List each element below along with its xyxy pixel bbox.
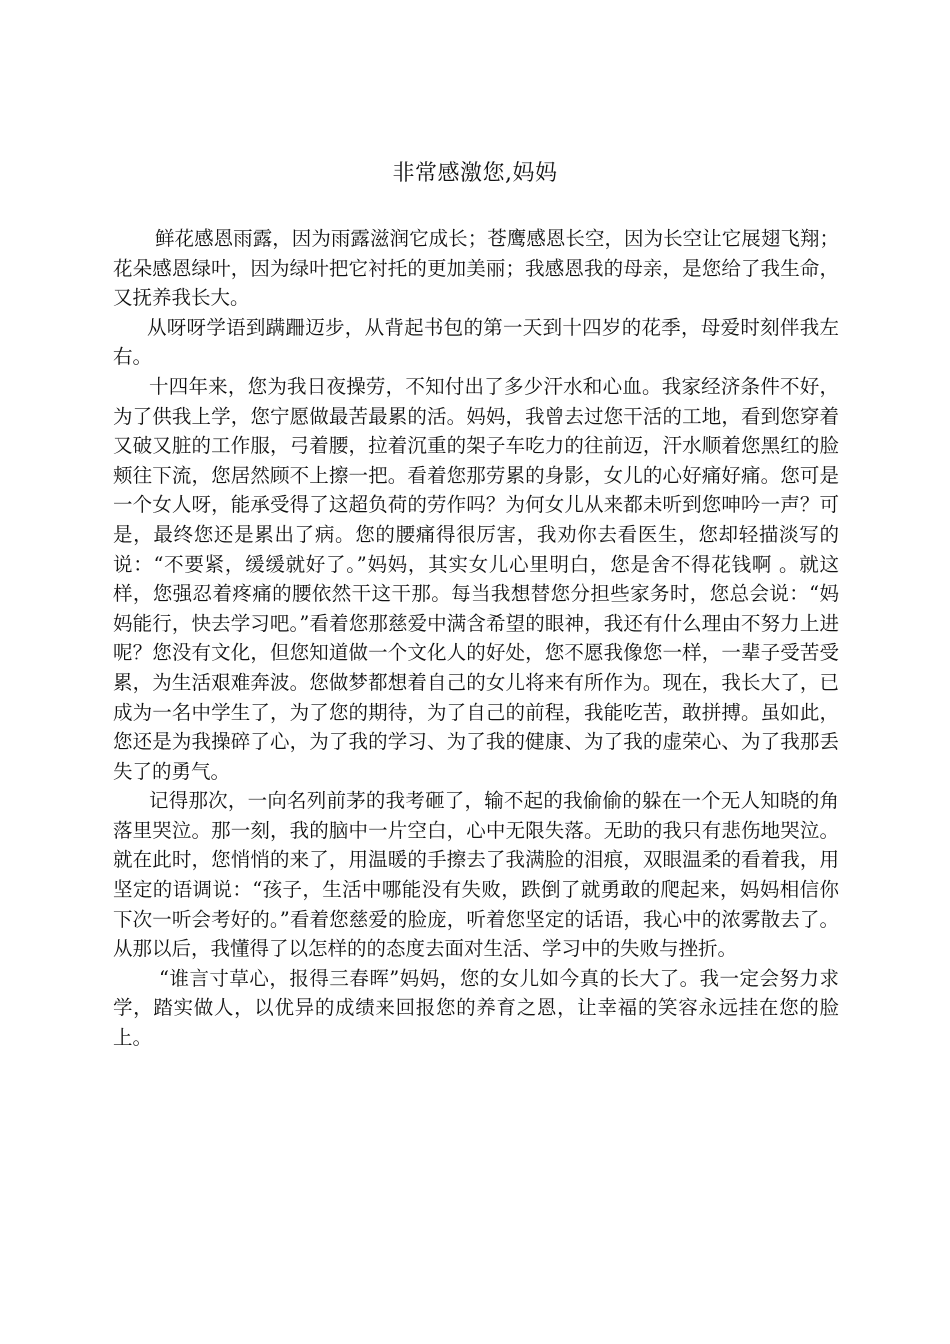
paragraph-4: 记得那次，一向名列前茅的我考砸了，输不起的我偷偷的躲在一个无人知晓的角落里哭泣。那一刻，我的脑中一片空白，心中无限失落。无助的我只有悲伤地哭泣。就在此时，您悄悄的来了，用温暖的手擦去了我满脸的泪痕，双眼温柔的看着我，用坚定的语调说：“孩子，生活中哪能没有失败，跌倒了就勇敢的爬起来，妈妈相信你下次一听会考好的。”看着您慈爱的脸庞，听着您坚定的话语，我心中的浓雾散去了。从那以后，我懂得了以怎样的的态度去面对生活、学习中的失败与挫折。 (113, 789, 839, 961)
paragraph-2: 从呀呀学语到蹒跚迈步，从背起书包的第一天到十四岁的花季，母爱时刻伴我左右。 (113, 315, 839, 369)
paragraph-5: “谁言寸草心，报得三春晖”妈妈，您的女儿如今真的长大了。我一定会努力求学，踏实做人，以优异的成绩来回报您的养育之恩，让幸福的笑容永远挂在您的脸上。 (113, 966, 839, 1050)
paragraph-3: 十四年来，您为我日夜操劳，不知付出了多少汗水和心血。我家经济条件不好，为了供我上学，您宁愿做最苦最累的活。妈妈，我曾去过您干活的工地，看到您穿着又破又脏的工作服，弓着腰，拉着沉重的架子车吃力的往前迈，汗水顺着您黑红的脸颊往下流，您居然顾不上擦一把。看着您那劳累的身影，女儿的心好痛好痛。您可是一个女人呀，能承受得了这超负荷的劳作吗？为何女儿从来都未听到您呻吟一声？可是，最终您还是累出了病。您的腰痛得很厉害，我劝你去看医生，您却轻描淡写的说：“不要紧，缓缓就好了。”妈妈，其实女儿心里明白，您是舍不得花钱啊 。就这样，您强忍着疼痛的腰依然干这干那。每当我想替您分担些家务时，您总会说：“妈妈能行，快去学习吧。”看着您那慈爱中满含希望的眼神，我还有什么理由不努力上进呢？您没有文化，但您知道做一个文化人的好处，您不愿我像您一样，一辈子受苦受累，为生活艰难奔波。您做梦都想着自己的女儿将来有所作为。现在，我长大了，已成为一名中学生了，为了您的期待，为了自己的前程，我能吃苦，敢拼搏。虽如此，您还是为我操碎了心，为了我的学习、为了我的健康、为了我的虚荣心、为了我那丢失了的勇气。 (113, 374, 839, 783)
paragraph-1: 鲜花感恩雨露，因为雨露滋润它成长；苍鹰感恩长空，因为长空让它展翅飞翔；花朵感恩绿叶，因为绿叶把它衬托的更加美丽；我感恩我的母亲，是您给了我生命，又抚养我长大。 (113, 227, 839, 310)
document-title: 非常感激您,妈妈 (392, 161, 558, 186)
document-body (113, 224, 839, 1053)
